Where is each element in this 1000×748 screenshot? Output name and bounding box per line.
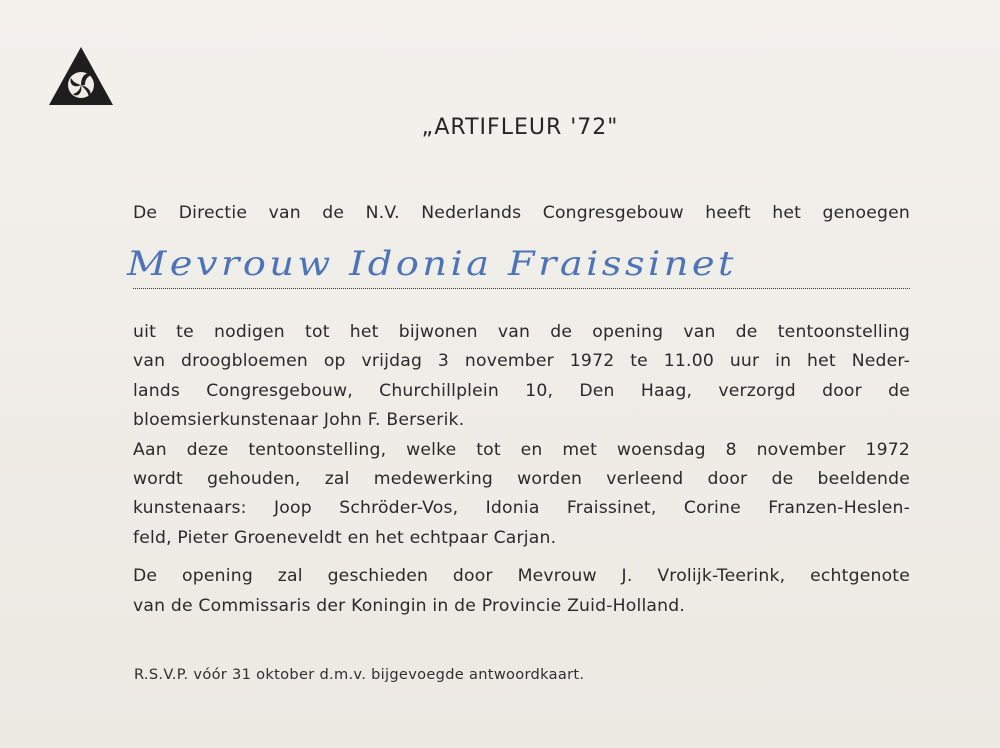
body-line: lands Congresgebouw, Churchillplein 10, Den Haag, verzorgd door de: [133, 380, 910, 401]
event-title: „ARTIFLEUR '72": [421, 115, 619, 140]
body-line: uit te nodigen tot het bijwonen van de opening van de tentoonstelling: [133, 322, 910, 342]
body-line: feld, Pieter Groeneveldt en het echtpaar Carjan.: [133, 527, 557, 548]
body-line: bloemsierkunstenaar John F. Berserik.: [133, 410, 465, 431]
closing-line: van de Commissaris der Koningin in de Provincie Zuid-Holland.: [133, 595, 686, 616]
triangle-spiral-logo-icon: [47, 45, 115, 107]
invitation-intro: De Directie van de N.V. Nederlands Congresgebouw heeft het genoegen: [133, 203, 910, 223]
body-line: kunstenaars: Joop Schröder-Vos, Idonia Fraissinet, Corine Franzen-Heslen-: [133, 498, 910, 519]
invitation-body: [133, 318, 910, 621]
handwritten-guest-name: Mevrouw Idonia Fraissinet: [127, 244, 737, 284]
paragraph-gap: [133, 553, 910, 562]
body-line: Aan deze tentoonstelling, welke tot en met woensdag 8 november 1972: [133, 439, 910, 460]
body-line: van droogbloemen op vrijdag 3 november 1972 te 11.00 uur in het Neder-: [133, 351, 910, 372]
rsvp-note: R.S.V.P. vóór 31 oktober d.m.v. bijgevoegde antwoordkaart.: [134, 666, 585, 683]
body-line: wordt gehouden, zal medewerking worden verleend door de beeldende: [133, 468, 910, 489]
closing-line: De opening zal geschieden door Mevrouw J. Vrolijk-Teerink, echtgenote: [133, 566, 910, 587]
guest-name-line: [127, 240, 910, 289]
